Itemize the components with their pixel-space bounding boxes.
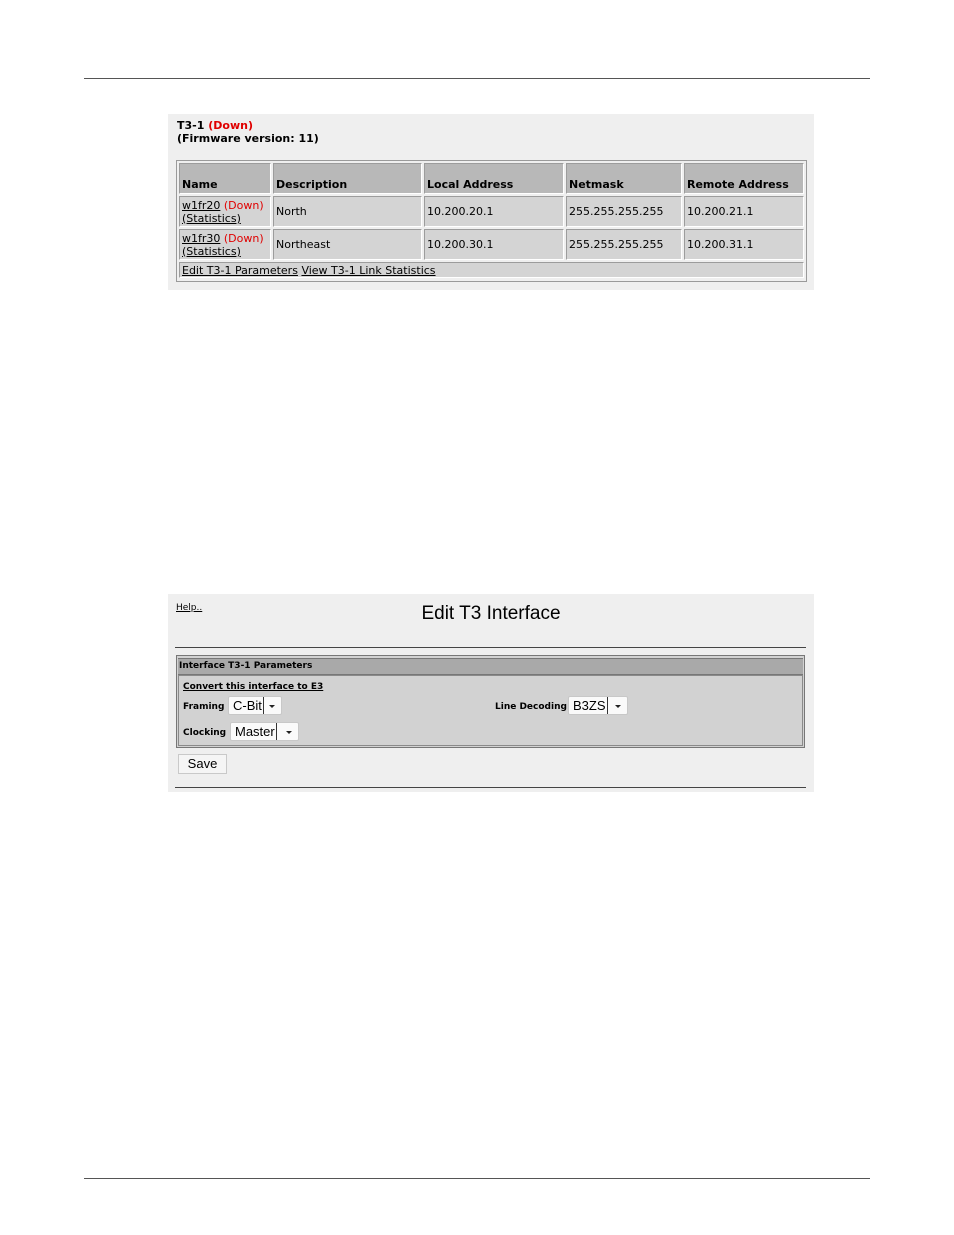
interface-status: (Down) [208,119,253,132]
channel-status: (Down) [223,231,264,245]
table-row-name-cell [179,229,271,260]
chevron-down-icon [269,705,275,708]
table-cell-local-address: 10.200.20.1 [424,196,564,227]
clocking-label: Clocking [183,728,227,738]
table-cell-remote-address: 10.200.21.1 [684,196,804,227]
interface-header [177,119,319,145]
column-header-name: Name [179,163,271,194]
table-cell-description: Northeast [273,229,422,260]
edit-parameters-link[interactable]: Edit T3-1 Parameters [182,263,298,277]
chevron-down-icon [615,705,621,708]
line-decoding-label: Line Decoding [495,702,567,712]
table-cell-remote-address: 10.200.31.1 [684,229,804,260]
column-header-remote-address: Remote Address [684,163,804,194]
parameters-body [178,675,803,746]
channels-table [176,160,807,282]
framing-label: Framing [183,702,225,712]
column-header-netmask: Netmask [566,163,682,194]
table-footer [179,262,804,278]
view-link-statistics-link[interactable]: View T3-1 Link Statistics [301,263,436,277]
table-cell-local-address: 10.200.30.1 [424,229,564,260]
line-decoding-value: B3ZS [573,698,606,713]
framing-value: C-Bit [233,698,262,713]
line-decoding-select[interactable] [568,696,628,715]
page-header-rule [84,78,870,79]
firmware-version: (Firmware version: 11) [177,132,319,145]
interface-name: T3-1 [177,119,205,132]
column-header-description: Description [273,163,422,194]
table-cell-description: North [273,196,422,227]
section-title: Interface T3-1 Parameters [178,658,803,675]
channel-link[interactable]: w1fr30 [182,231,221,245]
column-header-local-address: Local Address [424,163,564,194]
statistics-link[interactable]: (Statistics) [182,244,241,258]
save-button[interactable]: Save [178,754,227,774]
divider [175,647,806,648]
channel-status: (Down) [223,198,264,212]
page-title: Edit T3 Interface [421,603,561,624]
convert-to-e3-link[interactable]: Convert this interface to E3 [183,682,324,692]
page-footer-rule [84,1178,870,1179]
help-link[interactable]: Help.. [176,603,203,613]
table-cell-netmask: 255.255.255.255 [566,229,682,260]
parameters-fieldset [176,655,805,748]
edit-interface-panel [168,594,814,792]
channel-link[interactable]: w1fr20 [182,198,221,212]
framing-select[interactable] [228,696,282,715]
table-row-name-cell [179,196,271,227]
table-cell-netmask: 255.255.255.255 [566,196,682,227]
clocking-value: Master [235,724,275,739]
statistics-link[interactable]: (Statistics) [182,211,241,225]
divider [175,787,806,788]
clocking-select[interactable] [230,722,299,741]
chevron-down-icon [286,731,292,734]
interface-status-panel [168,114,814,290]
